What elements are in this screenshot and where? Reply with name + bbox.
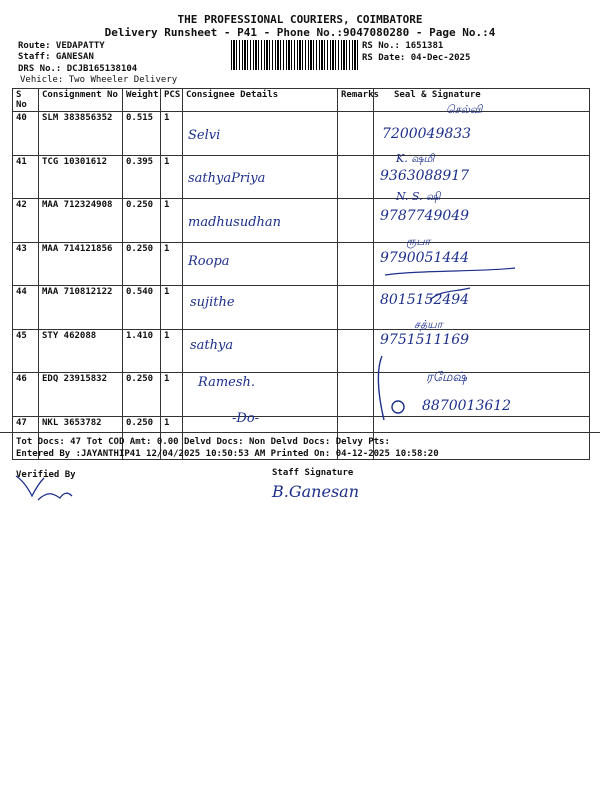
weight-cell: 0.515: [123, 112, 161, 156]
sno-cell: 42: [13, 199, 39, 243]
handwritten-mark: K. ஷமி: [396, 152, 435, 165]
ditto-brace: [378, 356, 384, 420]
col-pcs: PCS: [161, 89, 183, 112]
verified-by-label: Verified By: [16, 470, 76, 480]
weight-cell: 0.250: [123, 242, 161, 286]
pcs-cell: 1: [161, 329, 183, 373]
handwritten-phone: 8015152494: [380, 292, 470, 308]
footer-divider: [0, 432, 600, 433]
weight-cell: 1.410: [123, 329, 161, 373]
pcs-cell: 1: [161, 199, 183, 243]
staff-label: Staff: GANESAN: [18, 52, 94, 62]
sno-cell: 46: [13, 373, 39, 417]
vehicle-label: Vehicle: Two Wheeler Delivery: [20, 75, 178, 85]
staff-signature-label: Staff Signature: [272, 468, 354, 478]
sno-cell: 43: [13, 242, 39, 286]
weight-cell: 0.540: [123, 286, 161, 330]
weight-cell: 0.250: [123, 199, 161, 243]
consignment-cell: MAA 710812122: [39, 286, 123, 330]
signature-stroke: [385, 268, 515, 275]
company-title: THE PROFESSIONAL COURIERS, COIMBATORE: [177, 13, 423, 26]
col-weight: Weight: [123, 89, 161, 112]
handwritten-mark: சத்யா: [414, 318, 443, 331]
handwritten-phone: 9790051444: [380, 250, 470, 266]
handwritten-phone: 9751511169: [380, 332, 470, 348]
consignment-cell: SLM 383856352: [39, 112, 123, 156]
handwritten-consignee: sujithe: [190, 295, 235, 310]
handwritten-mark: N. S. ஷி: [396, 190, 441, 203]
pcs-cell: 1: [161, 373, 183, 417]
route-label: Route: VEDAPATTY: [18, 41, 105, 51]
sno-cell: 47: [13, 416, 39, 460]
handwritten-consignee: sathyaPriya: [188, 171, 266, 186]
handwritten-consignee: -Do-: [232, 411, 260, 426]
verifier-signature: [14, 470, 74, 510]
handwritten-phone: 9787749049: [380, 208, 470, 224]
weight-cell: 0.395: [123, 155, 161, 199]
handwritten-consignee: Roopa: [188, 254, 230, 269]
weight-cell: 0.250: [123, 373, 161, 417]
circle-mark: [392, 401, 404, 413]
drs-label: DRS No.: DCJB165138104: [18, 64, 138, 74]
handwritten-consignee: sathya: [190, 338, 234, 353]
pcs-cell: 1: [161, 286, 183, 330]
pcs-cell: 1: [161, 155, 183, 199]
consignment-cell: MAA 714121856: [39, 242, 123, 286]
staff-signature: B.Ganesan: [272, 482, 359, 501]
rs-date: RS Date: 04-Dec-2025: [362, 53, 471, 63]
entered-by-line: Entered By :JAYANTHIP41 12/04/2025 10:50:53 AM Printed On: 04-12-2025 10:58:20: [16, 449, 439, 459]
consignment-cell: EDQ 23915832: [39, 373, 123, 417]
sno-cell: 41: [13, 155, 39, 199]
sno-cell: 45: [13, 329, 39, 373]
col-remarks: Remarks: [338, 89, 374, 112]
totals-line: Tot Docs: 47 Tot COD Amt: 0.00 Delvd Docs: Non Delvd Docs: Delvy Pts:: [16, 437, 390, 447]
handwritten-mark: ரமேஷ்: [426, 370, 467, 385]
consignment-cell: MAA 712324908: [39, 199, 123, 243]
pcs-cell: 1: [161, 112, 183, 156]
col-sno: S No: [13, 89, 39, 112]
weight-cell: 0.250: [123, 416, 161, 460]
consignment-cell: NKL 3653782: [39, 416, 123, 460]
consignment-cell: TCG 10301612: [39, 155, 123, 199]
sno-cell: 40: [13, 112, 39, 156]
handwritten-consignee: Ramesh.: [198, 375, 256, 390]
col-seal-signature: Seal & Signature: [374, 89, 590, 112]
sno-cell: 44: [13, 286, 39, 330]
pcs-cell: 1: [161, 242, 183, 286]
col-consignment: Consignment No: [39, 89, 123, 112]
handwritten-consignee: Selvi: [188, 128, 221, 143]
handwritten-phone: 8870013612: [422, 398, 512, 414]
runsheet-subtitle: Delivery Runsheet - P41 - Phone No.:9047080280 - Page No.:4: [104, 26, 496, 39]
handwritten-phone: 9363088917: [380, 168, 470, 184]
signature-stroke: [430, 288, 470, 300]
handwritten-consignee: madhusudhan: [188, 215, 282, 230]
handwritten-phone: 7200049833: [382, 126, 472, 142]
rs-number: RS No.: 1651381: [362, 41, 444, 51]
pcs-cell: 1: [161, 416, 183, 460]
handwritten-mark: செல்வி: [446, 103, 483, 116]
consignment-cell: STY 462088: [39, 329, 123, 373]
handwritten-mark: ரூபா: [406, 235, 431, 248]
col-consignee: Consignee Details: [183, 89, 338, 112]
